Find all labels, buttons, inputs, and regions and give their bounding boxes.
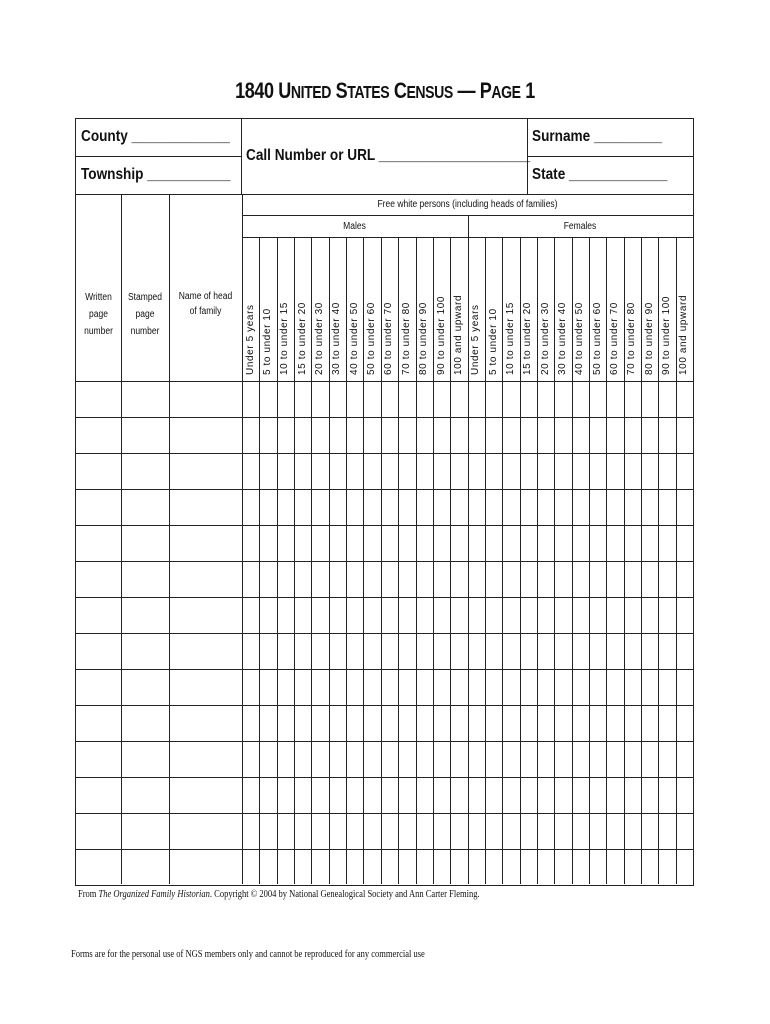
female-age-label: 70 to under 80 xyxy=(626,302,638,375)
stamped-page-cell[interactable] xyxy=(122,814,169,849)
female-age-label: 60 to under 70 xyxy=(608,302,620,375)
female-age-label: Under 5 years xyxy=(470,304,482,375)
written-page-cell[interactable] xyxy=(77,634,121,669)
header-divider xyxy=(76,156,241,157)
surname-field[interactable]: Surname _________ xyxy=(532,128,663,145)
female-age-label: 15 to under 20 xyxy=(522,302,534,375)
written-page-cell[interactable] xyxy=(77,490,121,525)
stamped-page-cell[interactable] xyxy=(122,598,169,633)
header-divider xyxy=(527,156,693,157)
stamped-page-cell[interactable] xyxy=(122,706,169,741)
stamped-page-cell[interactable] xyxy=(122,454,169,489)
stamped-page-cell[interactable] xyxy=(122,418,169,453)
census-table xyxy=(75,195,694,886)
stamped-page-cell[interactable] xyxy=(122,526,169,561)
county-field[interactable]: County _____________ xyxy=(81,128,230,145)
stamped-page-header: Stamped page number xyxy=(127,292,163,337)
township-field[interactable]: Township ___________ xyxy=(81,166,231,183)
male-age-label: 100 and upward xyxy=(452,294,464,375)
male-age-label: 90 to under 100 xyxy=(435,295,447,375)
male-age-label: 15 to under 20 xyxy=(296,302,308,375)
male-age-label: Under 5 years xyxy=(244,304,256,375)
females-heading: Females xyxy=(563,221,597,232)
written-page-cell[interactable] xyxy=(77,670,121,705)
written-page-header: Written page number xyxy=(84,292,113,337)
column-divider xyxy=(242,195,243,884)
male-age-label: 50 to under 60 xyxy=(366,302,378,375)
head-of-family-cell[interactable] xyxy=(170,634,242,669)
call-number-field[interactable]: Call Number or URL ____________________ xyxy=(246,147,531,164)
written-page-cell[interactable] xyxy=(77,598,121,633)
head-of-family-cell[interactable] xyxy=(170,598,242,633)
written-page-cell[interactable] xyxy=(77,454,121,489)
group-heading: Free white persons (including heads of families) xyxy=(377,199,558,210)
source-note: From The Organized Family Historian. Copyright © 2004 by National Genealogical Society and Ann Carter Fleming. xyxy=(78,889,480,900)
written-page-cell[interactable] xyxy=(77,850,121,885)
usage-notice: Forms are for the personal use of NGS members only and cannot be reproduced for any commercial use xyxy=(71,949,425,960)
written-page-cell[interactable] xyxy=(77,382,121,417)
stamped-page-cell[interactable] xyxy=(122,670,169,705)
written-page-cell[interactable] xyxy=(77,562,121,597)
stamped-page-cell[interactable] xyxy=(122,742,169,777)
age-column-divider xyxy=(468,215,469,884)
male-age-label: 60 to under 70 xyxy=(383,302,395,375)
male-age-label: 40 to under 50 xyxy=(348,302,360,375)
female-age-label: 50 to under 60 xyxy=(591,302,603,375)
female-age-label: 5 to under 10 xyxy=(487,308,499,375)
head-of-family-cell[interactable] xyxy=(170,454,242,489)
female-age-label: 10 to under 15 xyxy=(504,302,516,375)
female-age-label: 20 to under 30 xyxy=(539,302,551,375)
stamped-page-cell[interactable] xyxy=(122,850,169,885)
state-field[interactable]: State _____________ xyxy=(532,166,668,183)
written-page-cell[interactable] xyxy=(77,814,121,849)
stamped-page-cell[interactable] xyxy=(122,634,169,669)
males-heading: Males xyxy=(343,221,366,232)
female-age-label: 40 to under 50 xyxy=(574,302,586,375)
head-of-family-cell[interactable] xyxy=(170,778,242,813)
head-of-family-cell[interactable] xyxy=(170,418,242,453)
female-age-label: 100 and upward xyxy=(678,294,690,375)
female-age-label: 30 to under 40 xyxy=(556,302,568,375)
stamped-page-cell[interactable] xyxy=(122,778,169,813)
female-age-label: 90 to under 100 xyxy=(661,295,672,375)
written-page-cell[interactable] xyxy=(77,742,121,777)
written-page-cell[interactable] xyxy=(77,706,121,741)
stamped-page-cell[interactable] xyxy=(122,382,169,417)
head-of-family-cell[interactable] xyxy=(170,706,242,741)
stamped-page-cell[interactable] xyxy=(122,490,169,525)
head-of-family-cell[interactable] xyxy=(170,562,242,597)
head-of-family-cell[interactable] xyxy=(170,850,242,885)
page-title: 1840 UNITED STATES CENSUS — PAGE 1 xyxy=(235,78,535,103)
head-of-family-cell[interactable] xyxy=(170,670,242,705)
head-of-family-cell[interactable] xyxy=(170,382,242,417)
head-of-family-cell[interactable] xyxy=(170,742,242,777)
male-age-label: 5 to under 10 xyxy=(262,308,273,375)
head-of-family-cell[interactable] xyxy=(170,490,242,525)
male-age-label: 70 to under 80 xyxy=(400,302,412,375)
source-title: The Organized Family Historian xyxy=(98,889,210,900)
head-of-family-cell[interactable] xyxy=(170,526,242,561)
written-page-cell[interactable] xyxy=(77,526,121,561)
head-of-family-cell[interactable] xyxy=(170,814,242,849)
male-age-label: 30 to under 40 xyxy=(331,302,343,375)
stamped-page-cell[interactable] xyxy=(122,562,169,597)
male-age-label: 20 to under 30 xyxy=(314,302,326,375)
male-age-label: 10 to under 15 xyxy=(279,302,291,375)
written-page-cell[interactable] xyxy=(77,418,121,453)
female-age-label: 80 to under 90 xyxy=(643,302,655,375)
header-box xyxy=(75,118,694,195)
header-divider xyxy=(241,119,242,194)
male-age-label: 80 to under 90 xyxy=(418,302,430,375)
written-page-cell[interactable] xyxy=(77,778,121,813)
head-of-family-header: Name of head of family xyxy=(178,291,233,317)
